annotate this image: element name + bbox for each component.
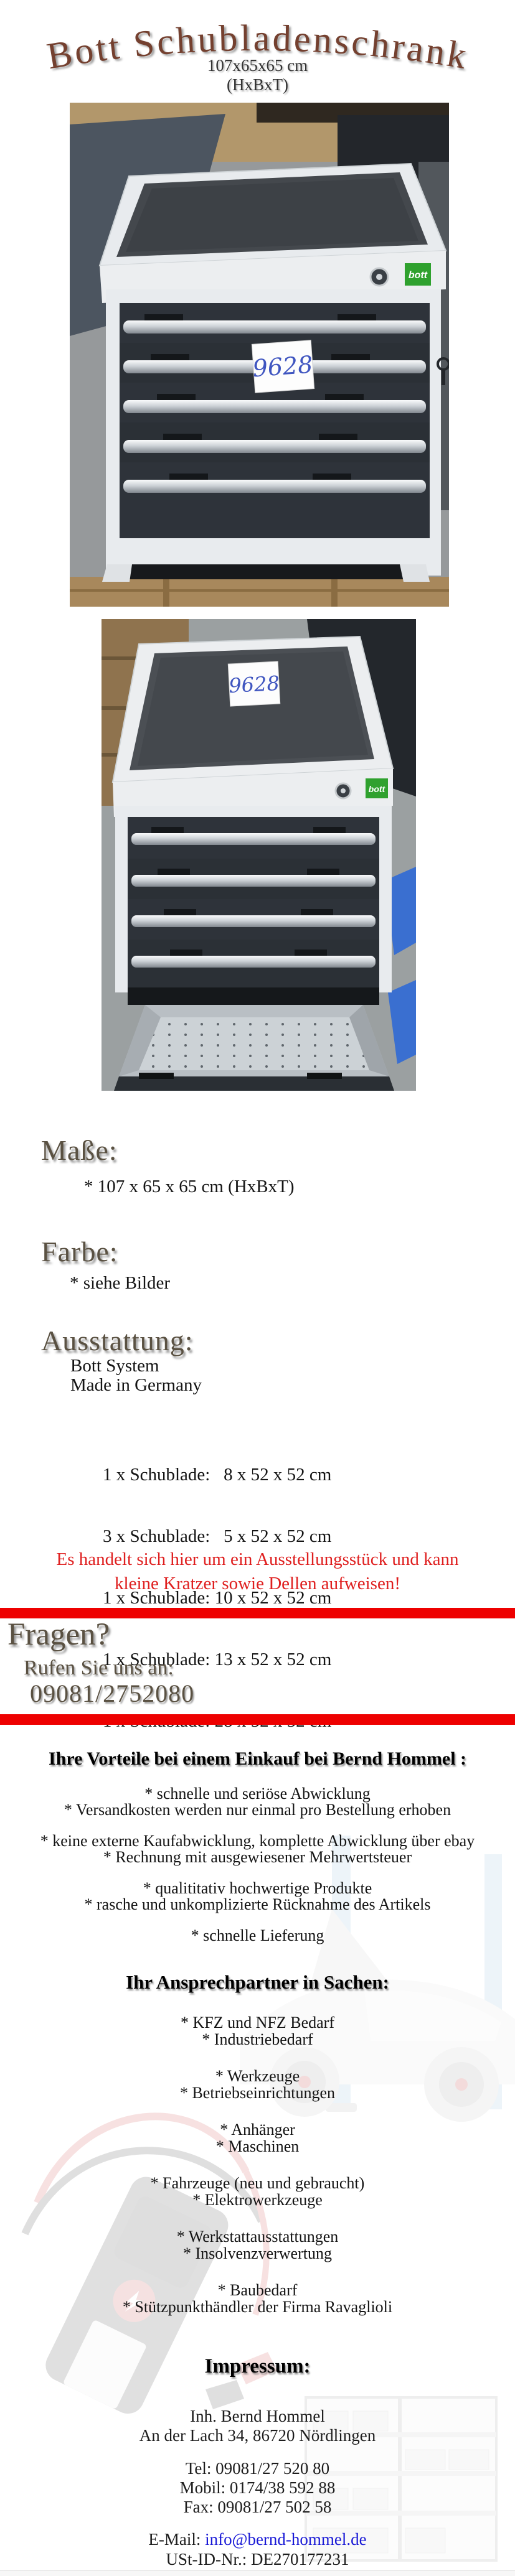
section-heading-masse: Maße:	[41, 1134, 118, 1166]
fax-line: Fax: 09081/27 502 58	[183, 2498, 332, 2516]
category-group	[0, 2014, 515, 2048]
ausstattung-intro	[70, 1356, 202, 1395]
vorteile-item: * qualititativ hochwertige Produkte	[143, 1879, 372, 1897]
drawer-fronts	[128, 817, 379, 987]
vorteile-item: * Versandkosten werden nur einmal pro Bestellung erhoben	[64, 1801, 451, 1819]
open-drawer-tray	[114, 1005, 394, 1091]
vorteile-item: * keine externe Kaufabwicklung, komplette Abwicklung über ebay	[40, 1832, 475, 1850]
owner-name: Inh. Bernd Hommel	[190, 2407, 325, 2425]
phone-number: 09081/2752080	[30, 1679, 195, 1707]
vorteile-group	[0, 1928, 515, 1944]
drawer-size-row: 1 x Schublade: 13 x 52 x 52 cm	[103, 1650, 332, 1669]
phone-line: Tel: 09081/27 520 80	[185, 2459, 330, 2478]
category-group	[0, 2121, 515, 2155]
category-group	[0, 2068, 515, 2101]
drawer-fronts	[120, 303, 430, 538]
inventory-label	[228, 661, 281, 706]
condition-warning-line: kleine Kratzer sowie Dellen aufweisen!	[115, 1574, 400, 1594]
impressum-address	[0, 2407, 515, 2445]
section-heading-impressum: Impressum:	[204, 2355, 311, 2378]
street-city: An der Lach 34, 86720 Nördlingen	[139, 2426, 376, 2445]
condition-warning-line: Es handelt sich hier um ein Ausstellungsstück und kann	[56, 1549, 459, 1569]
bott-logo-text: bott	[368, 784, 385, 794]
vorteile-list	[0, 1786, 515, 1959]
category-item: * Stützpunkthändler der Firma Ravaglioli	[122, 2298, 393, 2316]
bott-logo-text: bott	[408, 270, 428, 281]
ausstattung-intro-line: Made in Germany	[70, 1375, 202, 1395]
category-group	[0, 2228, 515, 2262]
vorteile-group	[0, 1880, 515, 1913]
section-heading-fragen: Fragen?	[7, 1617, 110, 1652]
product-photo-closed-cabinet	[70, 103, 449, 607]
call-us-text: Rufen Sie uns an:	[24, 1656, 174, 1679]
email-link[interactable]: info@bernd-hommel.de	[205, 2530, 367, 2549]
category-item: * Elektrowerkzeuge	[192, 2191, 323, 2209]
category-item: * Anhänger	[220, 2121, 295, 2139]
inventory-label	[251, 340, 314, 393]
category-group	[0, 2175, 515, 2208]
vorteile-item: * schnelle Lieferung	[191, 1926, 324, 1944]
ustid-line: USt-ID-Nr.: DE270177231	[166, 2550, 349, 2569]
mobile-line: Mobil: 0174/38 592 88	[179, 2478, 336, 2497]
vorteile-item: * rasche und unkomplizierte Rücknahme des Artikels	[84, 1895, 431, 1913]
drawer-size-row: 3 x Schublade: 5 x 52 x 52 cm	[103, 1526, 332, 1546]
category-item: * Werkstattausstattungen	[176, 2228, 339, 2246]
impressum-contact	[0, 2459, 515, 2517]
vorteile-group	[0, 1833, 515, 1865]
drawer-size-row: 1 x Schublade: 8 x 52 x 52 cm	[103, 1465, 332, 1485]
category-item: * KFZ und NFZ Bedarf	[181, 2014, 334, 2032]
section-heading-vorteile: Ihre Vorteile bei einem Einkauf bei Bernd Hommel :	[48, 1748, 467, 1769]
section-heading-farbe: Farbe:	[41, 1236, 118, 1267]
page-title: Bott Schubladenschrank	[44, 17, 472, 77]
vorteile-item: * schnelle und seriöse Abwicklung	[144, 1785, 371, 1803]
email-line	[0, 2530, 515, 2549]
page-bottom-edge	[0, 2570, 515, 2576]
ausstattung-intro-line: Bott System	[70, 1356, 159, 1376]
category-group	[0, 2282, 515, 2315]
drawer-size-row: 1 x Schublade: 10 x 52 x 52 cm	[103, 1588, 332, 1608]
vorteile-item: * Rechnung mit ausgewiesener Mehrwertsteuer	[103, 1848, 412, 1866]
category-item: * Industriebedarf	[202, 2030, 313, 2048]
inventory-number: 9628	[228, 671, 280, 698]
condition-warning	[0, 1547, 515, 1596]
masse-item: * 107 x 65 x 65 cm (HxBxT)	[84, 1177, 295, 1197]
ansprechpartner-list	[0, 2014, 515, 2335]
category-item: * Maschinen	[215, 2137, 300, 2155]
email-label: E-Mail:	[148, 2530, 206, 2549]
category-item: * Fahrzeuge (neu und gebraucht)	[150, 2174, 365, 2192]
farbe-item: * siehe Bilder	[70, 1273, 171, 1293]
title-dimensions: 107x65x65 cm	[207, 56, 308, 75]
category-item: * Werkzeuge	[215, 2067, 300, 2085]
section-heading-ausstattung: Ausstattung:	[41, 1325, 194, 1356]
category-item: * Betriebseinrichtungen	[179, 2084, 336, 2102]
category-item: * Insolvenzverwertung	[183, 2244, 332, 2262]
red-divider-bar-bottom	[0, 1714, 515, 1725]
vorteile-group	[0, 1786, 515, 1818]
inventory-number: 9628	[252, 350, 314, 383]
section-heading-ansprechpartner: Ihr Ansprechpartner in Sachen:	[126, 1971, 389, 1993]
category-item: * Baubedarf	[217, 2281, 298, 2299]
title-dimension-legend: (HxBxT)	[227, 75, 288, 94]
product-photo-open-drawer	[102, 619, 416, 1091]
